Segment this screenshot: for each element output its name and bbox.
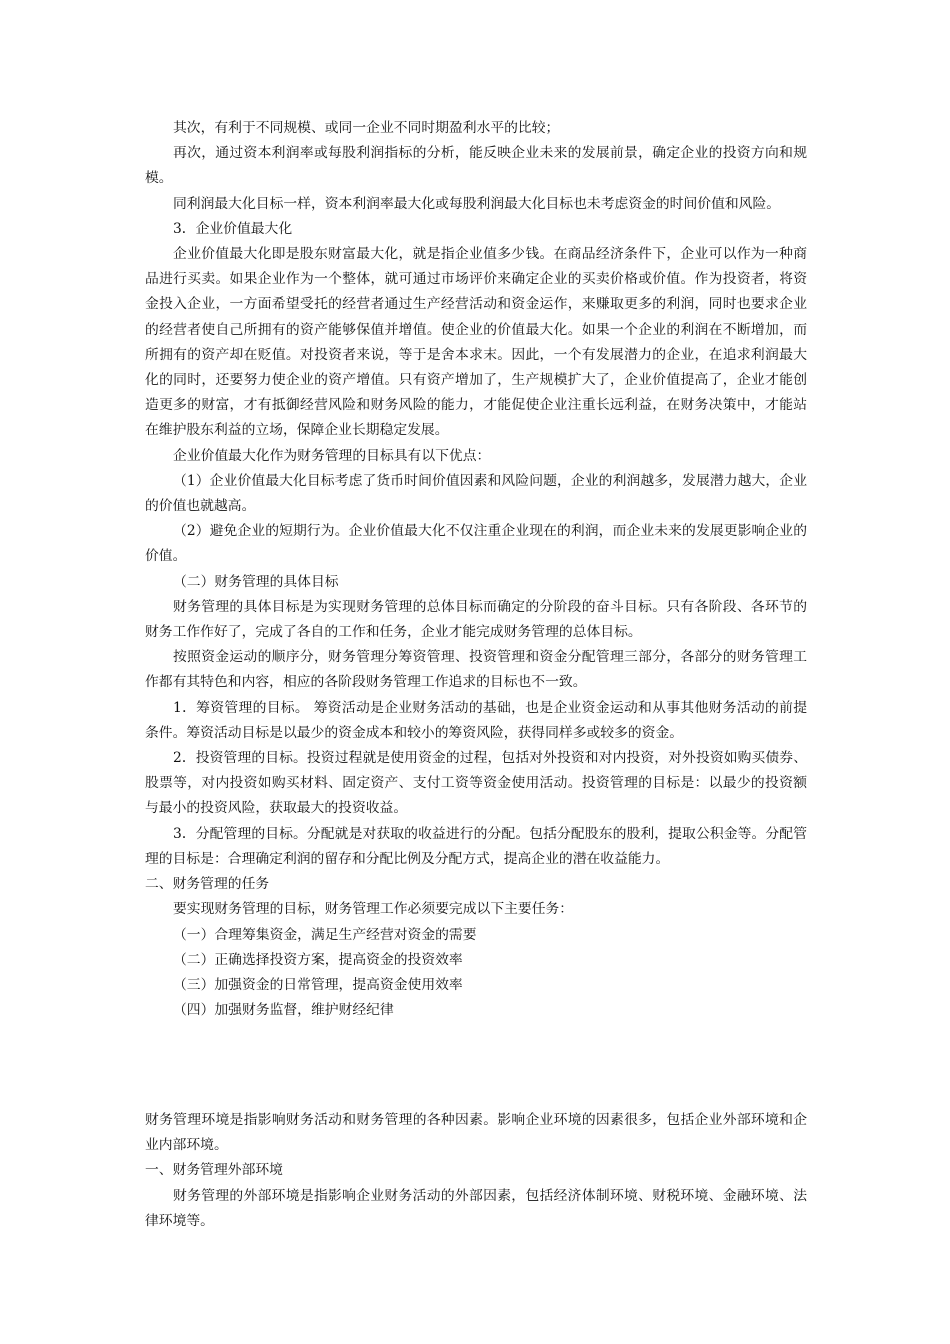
list-item: （三）加强资金的日常管理，提高资金使用效率 xyxy=(173,976,463,993)
paragraph: 其次，有利于不同规模、或同一企业不同时期盈利水平的比较； xyxy=(173,120,560,136)
list-item: （2）避免企业的短期行为。企业价值最大化不仅注重企业现在的利润，而企业未来的发展更影响企业的价值。 xyxy=(145,523,807,565)
paragraph: 财务管理环境是指影响财务活动和财务管理的各种因素。影响企业环境的因素很多，包括企业外部环境和企业内部环境。 xyxy=(145,1112,807,1154)
paragraph: 要实现财务管理的目标，财务管理工作必须要完成以下主要任务： xyxy=(173,901,574,918)
list-item: （二）正确选择投资方案，提高资金的投资效率 xyxy=(173,951,463,968)
paragraph: 财务管理的外部环境是指影响企业财务活动的外部因素，包括经济体制环境、财税环境、金融环境、法律环境等。 xyxy=(145,1187,807,1229)
subheading: （二）财务管理的具体目标 xyxy=(173,573,339,590)
paragraph: 再次，通过资本利润率或每股利润指标的分析，能反映企业未来的发展前景，确定企业的投资方向和规模。 xyxy=(145,145,807,187)
section-heading: 二、财务管理的任务 xyxy=(145,876,270,893)
paragraph: 财务管理的具体目标是为实现财务管理的总体目标而确定的分阶段的奋斗目标。只有各阶段、各环节的财务工作作好了，完成了各自的工作和任务，企业才能完成财务管理的总体目标。 xyxy=(145,598,807,641)
paragraph: 企业价值最大化作为财务管理的目标具有以下优点： xyxy=(173,447,491,464)
subheading: 3．企业价值最大化 xyxy=(173,220,293,237)
paragraph: 2．投资管理的目标。投资过程就是使用资金的过程，包括对外投资和对内投资，对外投资如购买债券、股票等，对内投资如购买材料、固定资产、支付工资等资金使用活动。投资管理的目标是：以最少的投资额与最小的投资风险，获取最大的投资收益。 xyxy=(145,750,807,817)
text-block-financial-objectives xyxy=(145,116,807,1023)
paragraph: 按照资金运动的顺序分，财务管理分筹资管理、投资管理和资金分配管理三部分，各部分的财务管理工作都有其特色和内容，相应的各阶段财务管理工作追求的目标也不一致。 xyxy=(145,649,807,691)
section-heading: 一、财务管理外部环境 xyxy=(145,1162,283,1179)
list-item: （1）企业价值最大化目标考虑了货币时间价值因素和风险问题，企业的利润越多，发展潜力越大，企业的价值也就越高。 xyxy=(145,472,807,515)
paragraph: 1．筹资管理的目标。 筹资活动是企业财务活动的基础，也是企业资金运动和从事其他财务活动的前提条件。筹资活动目标是以最少的资金成本和较小的筹资风险，获得同样多或较多的资金。 xyxy=(145,699,807,741)
paragraph: 同利润最大化目标一样，资本利润率最大化或每股利润最大化目标也未考虑资金的时间价值和风险。 xyxy=(173,195,781,212)
list-item: （一）合理筹集资金，满足生产经营对资金的需要 xyxy=(173,926,477,943)
text-block-financial-environment xyxy=(145,1108,807,1234)
list-item: （四）加强财务监督，维护财经纪律 xyxy=(173,1002,394,1019)
paragraph: 企业价值最大化即是股东财富最大化，就是指企业值多少钱。在商品经济条件下，企业可以作为一种商品进行买卖。如果企业作为一个整体，就可通过市场评价来确定企业的买卖价格或价值。作为投资者，将资金投入企业，一方面希望受托的经营者通过生产经营活动和资金运作，来赚取更多的利润，同时也要求企业的经营者使自己所拥有的资产能够保值并增值。使企业的价值最大化。如果一个企业的利润在不断增加，而所拥有的资产却在贬值。对投资者来说，等于是舍本求末。因此，一个有发展潜力的企业，在追求利润最大化的同时，还要努力使企业的资产增值。只有资产增加了，生产规模扩大了，企业价值提高了，企业才能创造更多的财富，才有抵御经营风险和财务风险的能力，才能促使企业注重长远利益，在财务决策中，才能站在维护股东利益的立场，保障企业长期稳定发展。 xyxy=(145,246,807,439)
paragraph: 3．分配管理的目标。分配就是对获取的收益进行的分配。包括分配股东的股利，提取公积金等。分配管理的目标是：合理确定利润的留存和分配比例及分配方式，提高企业的潜在收益能力。 xyxy=(145,825,807,867)
